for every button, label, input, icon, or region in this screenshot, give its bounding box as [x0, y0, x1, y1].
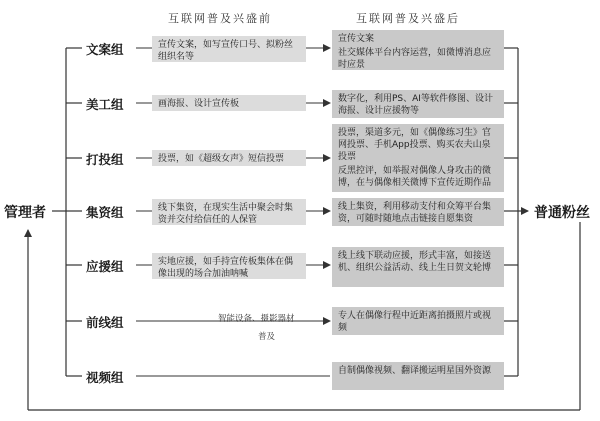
after-box: [332, 90, 504, 118]
header-after: 互联网普及兴盛后: [356, 12, 460, 25]
box-text: 线上集资，利用移动支付和众筹平台集资，可随时随地点击链接自愿集资: [338, 202, 492, 224]
group-label: 文案组: [86, 42, 124, 57]
after-box: [332, 247, 504, 287]
before-box: [152, 253, 306, 279]
before-box: [152, 150, 306, 166]
group-label: 美工组: [86, 97, 124, 112]
device-note: 智能设备、摄影器材: [218, 314, 295, 324]
group-label: 前线组: [86, 315, 124, 330]
after-box: [332, 30, 504, 70]
box-text: 宣传文案: [338, 34, 375, 44]
box-text: 反黑控评，如举报对偶像人身攻击的微博，在与偶像相关微博下宣传近期作品: [338, 166, 492, 188]
box-text: 自制偶像视频、翻译搬运明星国外资源: [338, 366, 492, 376]
box-text: 数字化，利用PS、AI等软件修图、设计海报、设计应援物等: [338, 94, 493, 116]
group-label: 打投组: [86, 152, 124, 167]
fans-node: 普通粉丝: [534, 205, 590, 221]
before-box: [152, 36, 306, 62]
manager-node: 管理者: [4, 205, 46, 221]
group-label: 应援组: [86, 259, 124, 274]
after-box: [332, 198, 504, 226]
group-label: 集资组: [86, 205, 124, 220]
group-label: 视频组: [86, 370, 124, 385]
box-text: 社交媒体平台内容运营，如微博消息应时应景: [338, 48, 492, 70]
box-text: 专人在偶像行程中近距离拍摄照片或视频: [338, 311, 492, 333]
after-box: [332, 124, 504, 192]
box-text: 宣传文案，如写宣传口号、拟粉丝组织名等: [158, 40, 294, 62]
box-text: 投票，渠道多元，如《偶像练习生》官网投票、手机App投票、购买农夫山泉投票: [338, 128, 492, 162]
after-box: [332, 362, 504, 390]
box-text: 线上线下联动应援，形式丰富，如接送机、组织公益活动、线上生日贺文轮博: [338, 251, 492, 273]
box-text: 线下集资，在现实生活中聚会时集资并交付给信任的人保管: [158, 203, 294, 225]
after-box: [332, 307, 504, 335]
device-note-suffix: 普及: [258, 332, 276, 342]
box-text: 投票，如《超级女声》短信投票: [158, 154, 285, 164]
box-text: 实地应援，如手持宣传板集体在偶像出现的场合加油呐喊: [158, 257, 294, 279]
box-text: 画海报、设计宣传板: [158, 99, 240, 109]
before-box: [152, 199, 306, 225]
header-before: 互联网普及兴盛前: [168, 12, 272, 25]
before-box: [152, 95, 306, 111]
